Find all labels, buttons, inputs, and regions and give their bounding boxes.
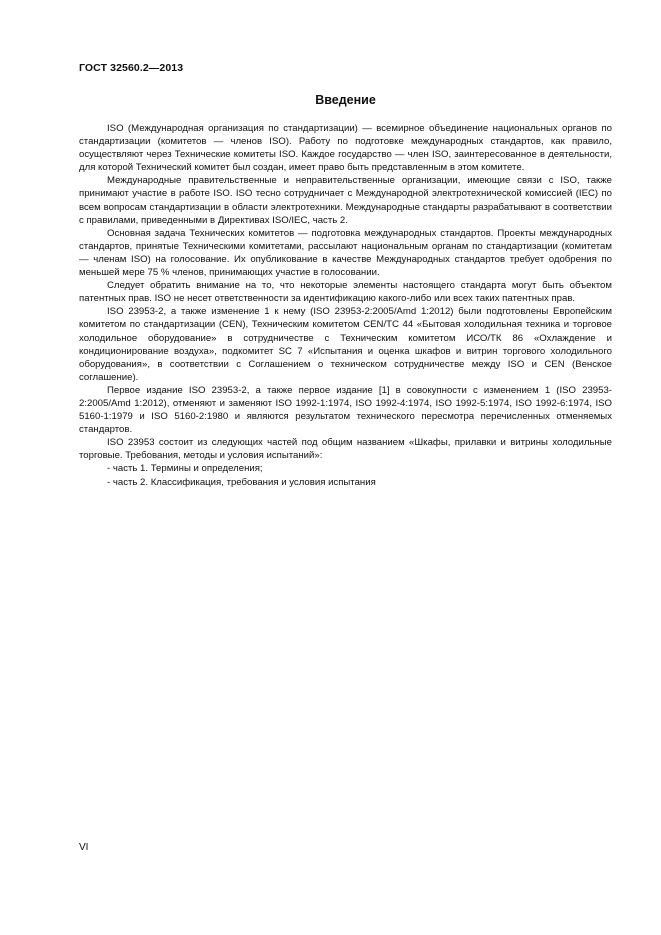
list-item-part-2: - часть 2. Классификация, требования и условия испытания xyxy=(107,476,376,488)
paragraph-first-edition: Первое издание ISO 23953-2, а также первое издание [1] в совокупности с изменением 1 (ISO 23953-2:2005/Amd 1:2012), отменяют и заменяют ISO 1992-1:1974, ISO 1992-4:1974, ISO 1992-5:1974, ISO 1992-6:1974, ISO 5160-1:1979 и ISO 5160-2:1980 и являются результатом технического пересмотра перечисленных отменяемых стандартов. xyxy=(79,384,612,436)
page-number: VI xyxy=(79,842,89,853)
paragraph-parts-intro: ISO 23953 состоит из следующих частей под общим названием «Шкафы, прилавки и витрины холодильные торговые. Требования, методы и условия испытаний»: xyxy=(79,437,612,462)
paragraph-preparation: ISO 23953-2, а также изменение 1 к нему (ISO 23953-2:2005/Amd 1:2012) были подготовлены Европейским комитетом по стандартизации (CEN), Техническим комитетом CEN/TC 44 «Бытовая холодильная техника и торговое холодильное оборудование» в сотрудничестве с Техническим комитетом ИСО/ТК 86 «Охлаждение и кондиционирование воздуха», подкомитет SC 7 «Испытания и оценка шкафов и витрин торгового холодильного оборудования», в соответствии с Соглашением о техническом сотрудничестве между ISO и CEN (Венское соглашение). xyxy=(79,306,612,383)
section-title: Введение xyxy=(315,93,376,107)
paragraph-iso-overview: ISO (Международная организация по стандартизации) — всемирное объединение национальных органов по стандартизации (комитетов — членов ISO). Работу по подготовке международных стандартов, как правило, осуществляют через Технические комитеты ISO. Каждое государство — член ISO, заинтересованное в деятельности, для которой Технический комитет был создан, имеет право быть представленным в этом комитете. xyxy=(79,123,612,174)
introduction-body xyxy=(79,122,612,489)
paragraph-technical-committees: Основная задача Технических комитетов — подготовка международных стандартов. Проекты международных стандартов, принятые Техническими комитетами, рассылают национальным органам по стандартизации (комитетам — членам ISO) на голосование. Их опубликование в качестве Международных стандартов требует одобрения по меньшей мере 75 % членов, принимающих участие в голосовании. xyxy=(79,227,612,279)
document-header: ГОСТ 32560.2—2013 xyxy=(79,62,184,74)
paragraph-patent-rights: Следует обратить внимание на то, что некоторые элементы настоящего стандарта могут быть объектом патентных прав. ISO не несет ответственности за идентификацию какого-либо или всех таких патентных прав. xyxy=(79,280,612,305)
paragraph-international-organizations: Международные правительственные и неправительственные организации, имеющие связи с ISO, также принимают участие в работе ISO. ISO тесно сотрудничает с Международной электротехнической комиссией (IEC) по всем вопросам стандартизации в области электротехники. Международные стандарты разрабатывают в соответствии с правилами, приведенными в Директивах ISO/IEC, часть 2. xyxy=(79,175,612,226)
list-item-part-1: - часть 1. Термины и определения; xyxy=(107,463,263,475)
